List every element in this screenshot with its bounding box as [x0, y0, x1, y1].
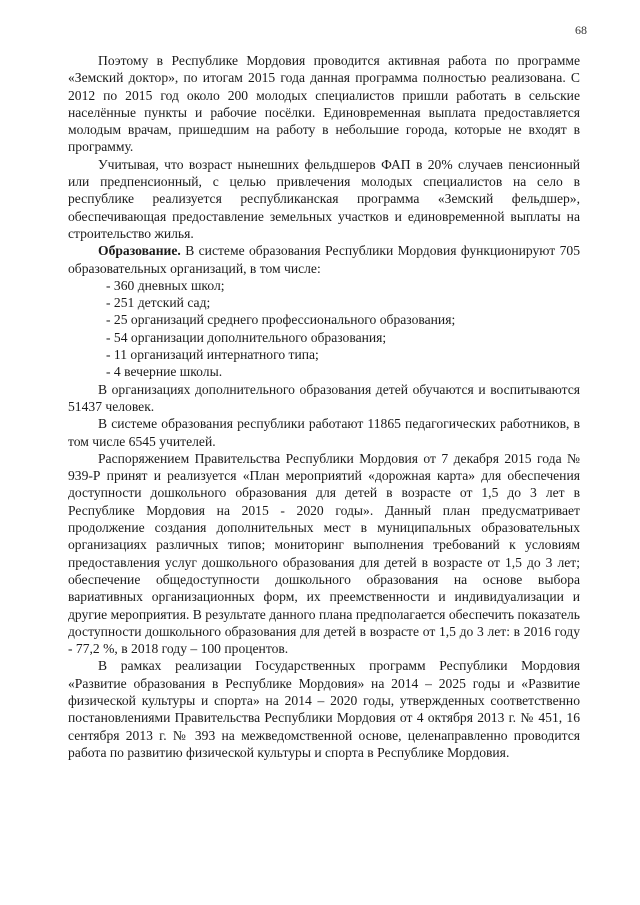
list-item: - 25 организаций среднего профессионального образования;	[106, 312, 456, 328]
organizations-list	[68, 277, 580, 381]
paragraph-zemsky-feldsher: Учитывая, что возраст нынешних фельдшеров ФАП в 20% случаев пенсионный или предпенсионный, с целью привлечения молодых специалистов на село в республике реализуется республиканская программа «Земский фельдшер», обеспечивающая предоставление земельных участков и единовременной выплаты на строительство жилья.	[68, 156, 580, 241]
education-intro-text: В системе образования Республики Мордовия функционируют 705 образовательных организаций, в том числе:	[68, 243, 580, 276]
section-heading-education: Образование.	[98, 243, 181, 259]
paragraph-teachers: В системе образования республики работают 11865 педагогических работников, в том числе 6545 учителей.	[68, 416, 580, 449]
paragraph-state-programs: В рамках реализации Государственных программ Республики Мордовия «Развитие образования в Республике Мордовия» на 2014 – 2025 годы и «Развитие физической культуры и спорта» на 2014 – 2020 годы, утвержденных соответственно постановлениями Правительства Республики Мордовия от 4 октября 2013 г. № 451, 16 сентября 2013 г. № 393 на межведомственной основе, целенаправленно проводится работа по развитию физической культуры и спорта в Республике Мордовия.	[68, 658, 580, 760]
paragraph-additional-education: В организациях дополнительного образования детей обучаются и воспитываются 51437 человек.	[68, 381, 580, 414]
list-item: - 4 вечерние школы.	[106, 364, 223, 380]
paragraph-education-intro	[68, 242, 580, 277]
list-item: - 54 организации дополнительного образования;	[106, 329, 387, 345]
paragraph-roadmap: Распоряжением Правительства Республики Мордовия от 7 декабря 2015 года № 939-Р принят и реализуется «План мероприятий «дорожная карта» для обеспечения доступности дошкольного образования для детей в возрасте от 1,5 до 3 лет в Республике Мордовия на 2015 - 2020 годы». Данный план предусматривает продолжение создания дополнительных мест в муниципальных образовательных организациях различных типов; мониторинг выполнения требований к условиям предоставления услуг дошкольного образования для детей в возрасте от 1,5 до 3 лет; обеспечение общедоступности дошкольного образования на основе выбора вариативных организационных форм, их преемственности и индивидуализации и другие мероприятия. В результате данного плана предполагается обеспечить показатель доступности дошкольного образования для детей в возрасте от 1,5 до 3 лет: в 2016 году - 77,2 %, в 2018 году – 100 процентов.	[68, 450, 580, 657]
page-number: 68	[575, 23, 587, 37]
paragraph-zemsky-doctor: Поэтому в Республике Мордовия проводится активная работа по программе «Земский доктор», по итогам 2015 года данная программа полностью реализована. С 2012 по 2015 год около 200 молодых специалистов пришли работать в сельские населённые пункты и рабочие посёлки. Единовременная выплата предоставляется молодым врачам, пришедшим на работу в небольшие города, которые не входят в программу.	[68, 53, 580, 155]
list-item: - 11 организаций интернатного типа;	[106, 347, 319, 363]
list-item: - 251 детский сад;	[106, 295, 211, 311]
list-item: - 360 дневных школ;	[106, 277, 225, 293]
